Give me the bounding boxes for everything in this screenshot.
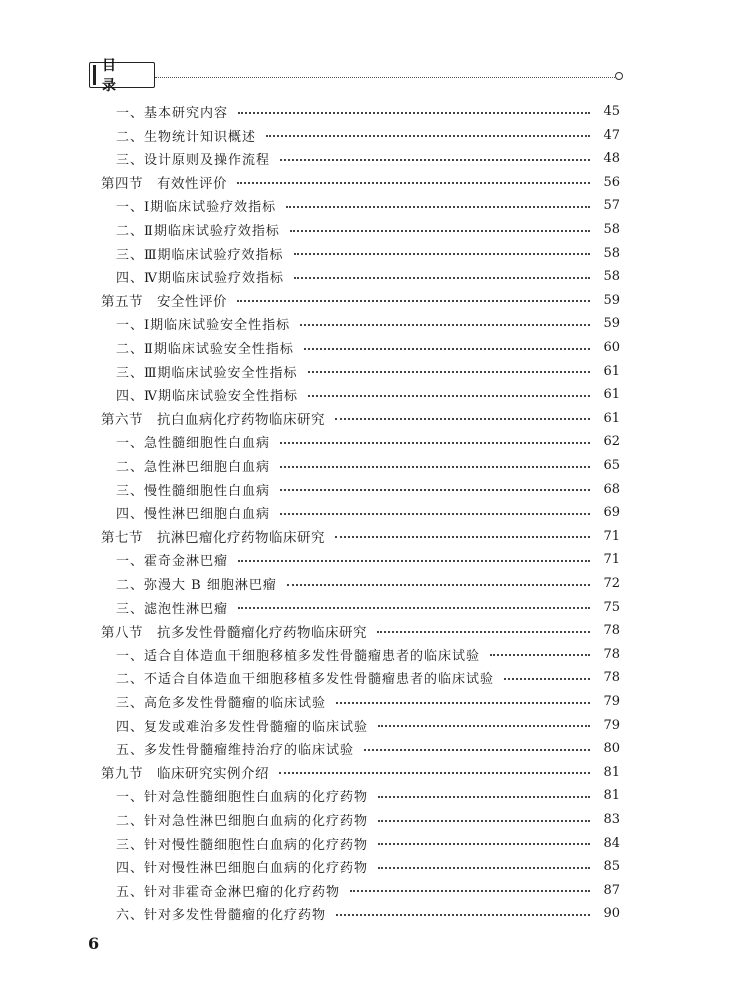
toc-entry-title: 二、针对急性淋巴细胞白血病的化疗药物 [116,814,369,829]
toc-dot-leader [287,584,590,586]
toc-entry-title: 第六节 抗白血病化疗药物临床研究 [101,412,325,429]
toc-entry-page: 79 [603,717,620,733]
toc-entry-title: 四、慢性淋巴细胞白血病 [116,507,271,523]
toc-entry-title: 二、Ⅱ期临床试验安全性指标 [116,342,294,357]
toc-subsection-entry [0,454,734,477]
toc-entry-page: 85 [603,859,620,875]
toc-entry-title: 二、急性淋巴细胞白血病 [116,460,271,475]
toc-entry-page: 59 [603,316,620,332]
toc-dot-leader [280,513,590,515]
toc-dot-leader [294,253,590,255]
page-number: 6 [88,934,100,953]
toc-dot-leader [237,300,590,302]
toc-entry-page: 61 [603,363,620,379]
toc-dot-leader [378,867,590,869]
toc-dot-leader [286,206,590,208]
toc-entry-page: 58 [603,245,620,261]
toc-dot-leader [238,560,590,562]
toc-dot-leader [377,631,590,633]
toc-dot-leader [335,418,590,420]
toc-entry-title: 四、复发或难治多发性骨髓瘤的临床试验 [116,719,369,735]
header-dotted-rule [155,77,615,78]
toc-dot-leader [304,348,590,350]
toc-subsection-entry [0,478,734,501]
toc-entry-page: 72 [603,576,620,591]
toc-subsection-entry [0,808,734,831]
toc-entry-title: 六、针对多发性骨髓瘤的化疗药物 [116,908,327,924]
toc-entry-page: 87 [603,882,620,898]
toc-dot-leader [364,749,590,751]
toc-entry-title: 一、适合自体造血干细胞移植多发性骨髓瘤患者的临床试验 [116,648,481,664]
toc-subsection-entry [0,336,734,359]
toc-section-entry [0,525,734,548]
toc-dot-leader [378,843,590,845]
toc-subsection-entry [0,218,734,241]
toc-entry-page: 58 [603,222,620,237]
toc-dot-leader [336,914,590,916]
toc-entry-page: 83 [603,812,620,827]
toc-entry-page: 48 [603,151,620,167]
toc-entry-title: 一、Ⅰ期临床试验疗效指标 [116,200,277,216]
toc-entry-title: 三、Ⅲ期临床试验安全性指标 [116,365,298,381]
toc-subsection-entry [0,360,734,383]
toc-dot-leader [238,112,590,114]
toc-entry-page: 75 [603,599,620,615]
toc-entry-title: 第五节 安全性评价 [101,294,227,311]
toc-dot-leader [335,536,590,538]
toc-subsection-entry [0,596,734,619]
toc-entry-page: 58 [603,269,620,285]
toc-entry-page: 69 [603,505,620,521]
toc-section-entry [0,619,734,642]
toc-entry-title: 第七节 抗淋巴瘤化疗药物临床研究 [101,530,325,547]
toc-entry-page: 71 [603,528,620,544]
toc-entry-title: 二、生物统计知识概述 [116,129,257,145]
toc-entry-title: 二、Ⅱ期临床试验疗效指标 [116,224,280,239]
toc-entry-page: 57 [603,198,620,214]
toc-section-entry [0,407,734,430]
toc-entry-page: 71 [603,552,620,568]
toc-entry-page: 80 [603,741,620,757]
toc-subsection-entry [0,690,734,713]
toc-entry-page: 59 [603,292,620,308]
toc-entry-page: 79 [603,694,620,709]
toc-section-entry [0,289,734,312]
toc-subsection-entry [0,430,734,453]
toc-subsection-entry [0,242,734,265]
toc-dot-leader [280,442,590,444]
toc-entry-page: 65 [603,458,620,473]
toc-entry-page: 81 [603,764,620,780]
toc-entry-title: 三、设计原则及操作流程 [116,153,271,169]
toc-entry-title: 一、霍奇金淋巴瘤 [116,554,229,570]
toc-subsection-entry [0,572,734,595]
toc-dot-leader [238,607,590,609]
toc-subsection-entry [0,312,734,335]
toc-entry-title: 三、慢性髓细胞性白血病 [116,483,271,499]
toc-dot-leader [490,654,590,656]
toc-subsection-entry [0,737,734,760]
toc-dot-leader [378,725,590,727]
header-title: 目 录 [102,58,129,94]
toc-subsection-entry [0,855,734,878]
toc-header [89,60,627,92]
header-marker-bar [93,65,96,85]
toc-subsection-entry [0,902,734,925]
toc-entry-page: 62 [603,434,620,450]
toc-section-entry [0,761,734,784]
toc-entry-title: 第八节 抗多发性骨髓瘤化疗药物临床研究 [101,624,367,641]
toc-subsection-entry [0,194,734,217]
toc-subsection-entry [0,879,734,902]
toc-dot-leader [378,820,590,822]
toc-dot-leader [308,371,590,373]
toc-dot-leader [504,678,590,680]
toc-subsection-entry [0,265,734,288]
toc-entry-title: 五、针对非霍奇金淋巴瘤的化疗药物 [116,884,341,900]
toc-entry-page: 61 [603,410,620,426]
toc-entry-title: 一、针对急性髓细胞性白血病的化疗药物 [116,790,369,806]
toc-entry-title: 第四节 有效性评价 [101,176,227,193]
toc-entry-page: 84 [603,835,620,851]
toc-dot-leader [280,489,590,491]
toc-entry-page: 78 [603,670,620,686]
toc-entry-title: 三、高危多发性骨髓瘤的临床试验 [116,696,327,711]
toc-subsection-entry [0,100,734,123]
toc-subsection-entry [0,548,734,571]
toc-entry-page: 68 [603,481,620,497]
toc-entry-title: 一、急性髓细胞性白血病 [116,436,271,452]
toc-dot-leader [308,395,590,397]
toc-dot-leader [280,466,590,468]
toc-entry-page: 81 [603,788,620,804]
toc-section-entry [0,171,734,194]
toc-entry-title: 五、多发性骨髓瘤维持治疗的临床试验 [116,743,355,759]
toc-entry-title: 三、针对慢性髓细胞性白血病的化疗药物 [116,837,369,853]
toc-dot-leader [290,230,590,232]
toc-dot-leader [350,890,590,892]
toc-subsection-entry [0,832,734,855]
toc-dot-leader [294,277,590,279]
toc-dot-leader [378,796,590,798]
toc-entry-title: 二、不适合自体造血干细胞移植多发性骨髓瘤患者的临床试验 [116,672,495,688]
toc-subsection-entry [0,383,734,406]
toc-dot-leader [266,135,590,137]
toc-entry-page: 78 [603,646,620,662]
toc-entry-title: 三、Ⅲ期临床试验疗效指标 [116,247,284,263]
toc-entry-title: 三、滤泡性淋巴瘤 [116,601,229,617]
toc-entry-title: 一、基本研究内容 [116,106,229,121]
toc-entry-page: 47 [603,127,620,143]
toc-entry-page: 56 [603,174,620,190]
toc-entry-page: 78 [603,623,620,639]
toc-entry-title: 二、弥漫大 B 细胞淋巴瘤 [116,578,277,593]
toc-entry-title: 四、Ⅳ期临床试验疗效指标 [116,271,284,287]
toc-subsection-entry [0,147,734,170]
toc-entry-title: 四、针对慢性淋巴细胞白血病的化疗药物 [116,861,369,877]
toc-entry-page: 61 [603,387,620,403]
toc-entry-title: 四、Ⅳ期临床试验安全性指标 [116,389,298,405]
toc-dot-leader [280,159,590,161]
header-title-box [89,58,155,94]
header-end-circle-icon [615,72,623,80]
toc-entry-page: 45 [603,104,620,119]
toc-dot-leader [279,772,590,774]
toc-subsection-entry [0,643,734,666]
toc-dot-leader [237,182,590,184]
toc-entry-page: 90 [603,906,620,922]
toc-subsection-entry [0,124,734,147]
toc-subsection-entry [0,714,734,737]
toc-subsection-entry [0,501,734,524]
toc-subsection-entry [0,784,734,807]
toc-entry-page: 60 [603,340,620,355]
toc-entry-title: 一、Ⅰ期临床试验安全性指标 [116,318,291,334]
toc-subsection-entry [0,666,734,689]
toc-dot-leader [300,324,590,326]
toc-entry-title: 第九节 临床研究实例介绍 [101,766,269,783]
toc-dot-leader [336,702,590,704]
